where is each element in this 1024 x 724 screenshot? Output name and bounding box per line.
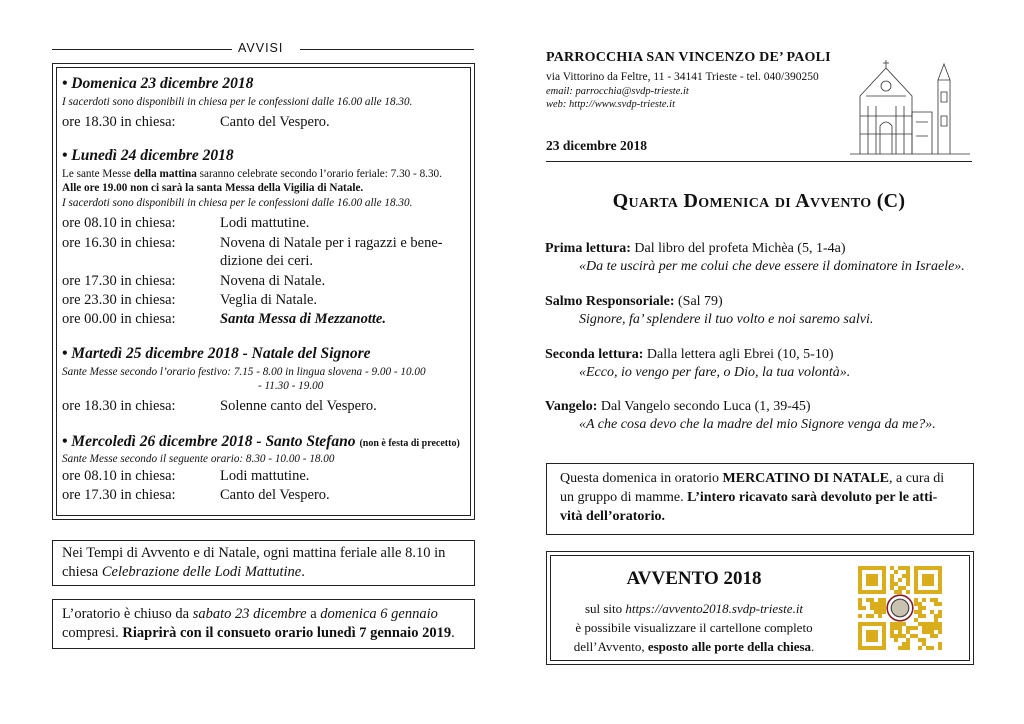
reading-quote: «A che cosa devo che la madre del mio Signore venga da me?».	[579, 417, 936, 432]
schedule-desc: Santa Messa di Mezzanotte.	[220, 311, 386, 327]
reading-ref: Dal libro del profeta Michèa (5, 1-4a)	[630, 241, 846, 256]
reading-prima	[545, 241, 965, 275]
box-oratorio-line1	[62, 606, 438, 623]
text-part: .	[301, 564, 305, 580]
note-messe-santo-stefano: Sante Messe secondo il seguente orario: 8.30 - 10.00 - 18.00	[62, 453, 335, 465]
avvento-title: AVVENTO 2018	[626, 568, 762, 589]
schedule-time: ore 18.30 in chiesa:	[62, 114, 176, 130]
text-part: sul sito	[584, 601, 626, 616]
header-rule	[546, 161, 972, 162]
text-part-italic: Celebrazione delle Lodi Mattutine	[101, 564, 302, 580]
text-part: .	[451, 625, 455, 641]
box-oratorio-line2	[62, 625, 455, 642]
reading-label: Salmo Responsoriale:	[545, 294, 675, 309]
note-messe-natale-2: - 11.30 - 19.00	[258, 380, 324, 392]
note-part: Le sante Messe	[62, 168, 134, 180]
text-part: a	[306, 606, 321, 622]
note-confessioni-24: I sacerdoti sono disponibili in chiesa per le confessioni dalle 16.00 alle 18.30.	[62, 197, 413, 209]
note-part-bold: della mattina	[133, 168, 197, 180]
mercatino-line1	[560, 471, 944, 487]
schedule-desc: Novena di Natale.	[220, 273, 326, 289]
text-part-bold: Riaprirà con il consueto orario lunedì 7 gennaio 2019	[122, 625, 452, 641]
section-title-mercoledi-26	[62, 433, 460, 451]
schedule-time: ore 17.30 in chiesa:	[62, 273, 176, 289]
avvisi-header-rule-left	[52, 49, 232, 50]
avvento-link[interactable]: https://avvento2018.svdp-trieste.it	[625, 601, 804, 616]
qr-code-icon[interactable]	[858, 566, 942, 650]
box-lodi-line1: Nei Tempi di Avvento e di Natale, ogni mattina feriale alle 8.10 in	[62, 545, 446, 561]
mercatino-line3: vità dell’oratorio.	[560, 509, 665, 524]
parish-address: via Vittorino da Feltre, 11 - 34141 Trieste - tel. 040/390250	[546, 71, 819, 83]
reading-ref: Dal Vangelo secondo Luca (1, 39-45)	[597, 399, 811, 414]
reading-label: Seconda lettura:	[545, 347, 644, 362]
note-part: saranno celebrate secondo l’orario feriale: 7.30 - 8.30.	[196, 168, 442, 180]
avvisi-header: AVVISI	[238, 41, 284, 55]
parish-name: PARROCCHIA SAN VINCENZO DE’ PAOLI	[546, 50, 831, 65]
text-part: compresi.	[62, 625, 123, 641]
liturgy-title: Quarta Domenica di Avvento (C)	[612, 190, 906, 212]
text-part: L’oratorio è chiuso da	[62, 606, 193, 622]
reading-ref: (Sal 79)	[674, 294, 723, 309]
parish-web: web: http://www.svdp-trieste.it	[546, 99, 676, 110]
text-part: .	[811, 639, 815, 654]
text-part: chiesa	[62, 564, 102, 580]
box-lodi-line2	[62, 564, 305, 581]
reading-label: Vangelo:	[545, 399, 598, 414]
reading-seconda	[545, 347, 850, 381]
schedule-desc: Canto del Vespero.	[220, 114, 330, 130]
reading-quote: «Da te uscirà per me colui che deve essere il dominatore in Israele».	[579, 259, 965, 274]
reading-quote: «Ecco, io vengo per fare, o Dio, la tua volontà».	[579, 365, 851, 380]
reading-salmo	[545, 294, 873, 328]
section-title-martedi-25: • Martedì 25 dicembre 2018 - Natale del Signore	[62, 345, 371, 362]
section-title-text: • Mercoledì 26 dicembre 2018 - Santo Stefano	[62, 433, 356, 450]
reading-quote: Signore, fa’ splendere il tuo volto e noi saremo salvi.	[579, 312, 874, 327]
note-confessioni-23: I sacerdoti sono disponibili in chiesa per le confessioni dalle 16.00 alle 18.30.	[62, 96, 413, 108]
note-vigilia: Alle ore 19.00 non ci sarà la santa Messa della Vigilia di Natale.	[62, 182, 364, 194]
schedule-desc: Novena di Natale per i ragazzi e bene-	[220, 235, 443, 251]
schedule-time: ore 08.10 in chiesa:	[62, 215, 176, 231]
text-part: Questa domenica in oratorio	[560, 471, 723, 486]
avvento-line1	[556, 601, 832, 617]
section-title-note: (non è festa di precetto)	[359, 438, 460, 449]
schedule-desc: Canto del Vespero.	[220, 487, 330, 503]
schedule-desc: Lodi mattutine.	[220, 215, 310, 231]
avvisi-header-rule-right	[300, 49, 474, 50]
schedule-desc: dizione dei ceri.	[220, 253, 313, 269]
schedule-time: ore 00.00 in chiesa:	[62, 311, 176, 327]
schedule-desc: Lodi mattutine.	[220, 468, 310, 484]
note-messe-mattina	[62, 168, 442, 180]
text-part: , a cura di	[888, 471, 945, 486]
section-title-domenica-23: • Domenica 23 dicembre 2018	[62, 75, 254, 92]
church-illustration	[846, 46, 974, 156]
schedule-time: ore 17.30 in chiesa:	[62, 487, 176, 503]
text-part-bold: MERCATINO DI NATALE	[722, 471, 889, 486]
avvento-line2: è possibile visualizzare il cartellone completo	[575, 620, 813, 635]
reading-label: Prima lettura:	[545, 241, 631, 256]
text-part: un gruppo di mamme.	[560, 490, 688, 505]
mercatino-line2	[560, 490, 937, 506]
reading-vangelo	[545, 399, 936, 433]
schedule-desc: Solenne canto del Vespero.	[220, 398, 377, 414]
reading-ref: Dalla lettera agli Ebrei (10, 5-10)	[643, 347, 834, 362]
schedule-time: ore 23.30 in chiesa:	[62, 292, 176, 308]
schedule-time: ore 08.10 in chiesa:	[62, 468, 176, 484]
schedule-time: ore 18.30 in chiesa:	[62, 398, 176, 414]
parish-email: email: parrocchia@svdp-trieste.it	[546, 86, 689, 97]
bulletin-date: 23 dicembre 2018	[546, 138, 647, 153]
avvento-line3	[556, 639, 832, 655]
schedule-desc: Veglia di Natale.	[220, 292, 318, 308]
text-part-italic: sabato 23 dicembre	[192, 606, 307, 622]
text-part-bold: L’intero ricavato sarà devoluto per le atti-	[687, 490, 938, 505]
text-part-italic: domenica 6 gennaio	[320, 606, 438, 622]
note-messe-natale: Sante Messe secondo l’orario festivo: 7.15 - 8.00 in lingua slovena - 9.00 - 10.00	[62, 366, 426, 378]
schedule-time: ore 16.30 in chiesa:	[62, 235, 176, 251]
section-title-lunedi-24: • Lunedì 24 dicembre 2018	[62, 147, 234, 164]
text-part: dell’Avvento,	[573, 639, 648, 654]
text-part-bold: esposto alle porte della chiesa	[647, 639, 812, 654]
